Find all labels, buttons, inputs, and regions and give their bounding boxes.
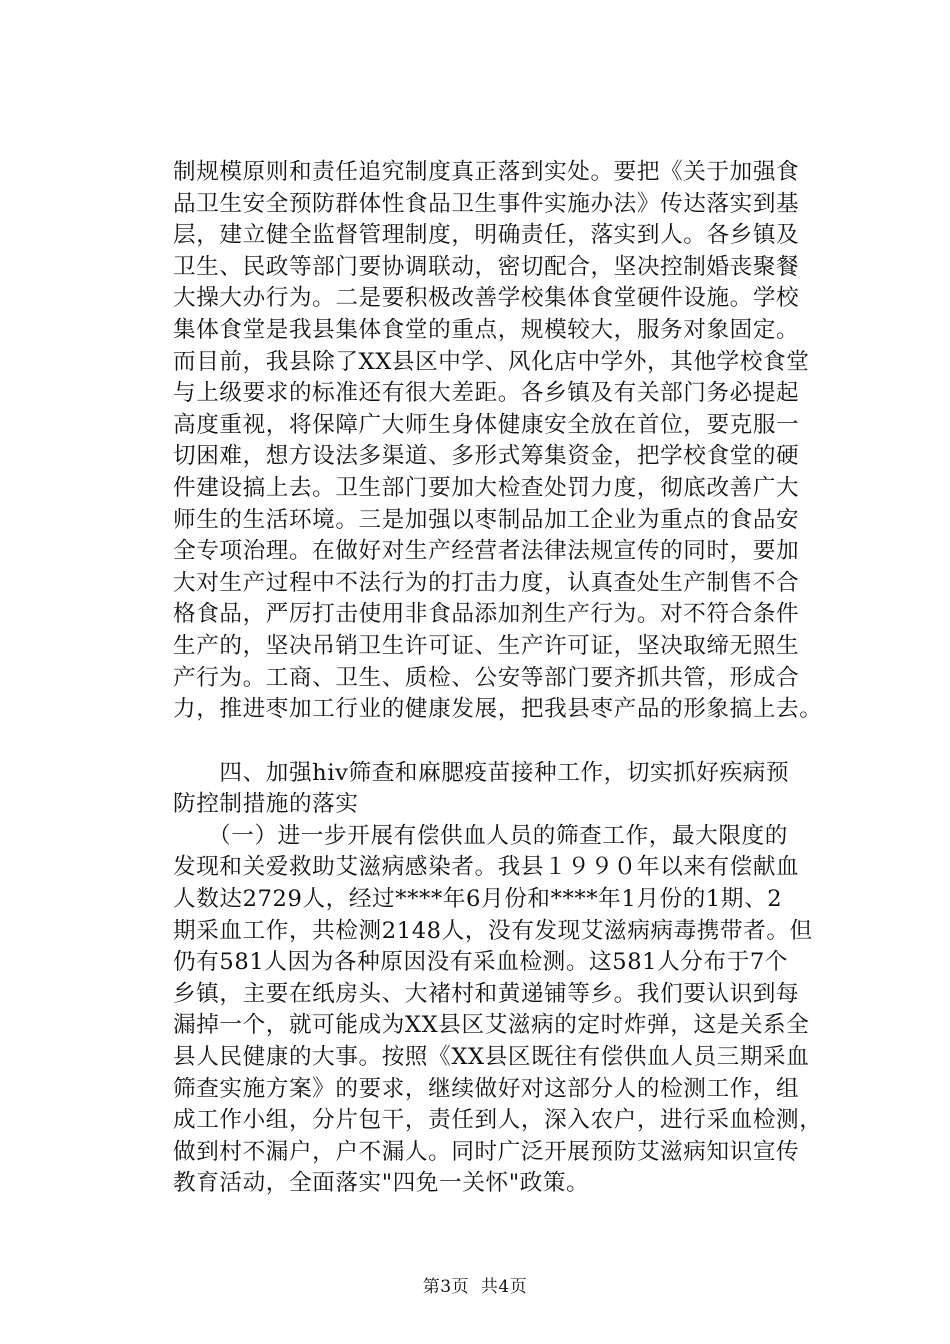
- text-line: 大操大办行为。二是要积极改善学校集体食堂硬件设施。学校: [173, 285, 800, 312]
- text-line: 县人民健康的大事。按照《XX县区既往有偿供血人员三期采血: [173, 1044, 810, 1071]
- text-line: 与上级要求的标准还有很大差距。各乡镇及有关部门务必提起: [173, 380, 800, 407]
- page-footer: [0, 1276, 950, 1298]
- text-line: 全专项治理。在做好对生产经营者法律法规宣传的同时，要加: [173, 538, 800, 565]
- text-line: 品卫生安全预防群体性食品卫生事件实施办法》传达落实到基: [173, 190, 800, 217]
- text-line: 件建设搞上去。卫生部门要加大检查处罚力度，彻底改善广大: [173, 474, 800, 501]
- text-line: 集体食堂是我县集体食堂的重点，规模较大，服务对象固定。: [173, 316, 800, 343]
- text-line: 制规模原则和责任追究制度真正落到实处。要把《关于加强食: [173, 159, 800, 185]
- text-line: 格食品，严厉打击使用非食品添加剂生产行为。对不符合条件: [173, 601, 800, 628]
- document-body: [173, 157, 853, 1200]
- text-line: 乡镇，主要在纸房头、大褚村和黄递铺等乡。我们要认识到每: [173, 980, 800, 1007]
- text-line: 教育活动，全面落实"四免一关怀"政策。: [173, 1170, 590, 1197]
- text-line: 切困难，想方设法多渠道、多形式筹集资金，把学校食堂的硬: [173, 443, 800, 470]
- text-line: 大对生产过程中不法行为的打击力度，认真查处生产制售不合: [173, 569, 800, 596]
- text-line: 仍有581人因为各种原因没有采血检测。这581人分布于7个: [173, 949, 789, 976]
- text-line: 力，推进枣加工行业的健康发展，把我县枣产品的形象搞上去。: [173, 696, 823, 723]
- text-line: 筛查实施方案》的要求，继续做好对这部分人的检测工作，组: [173, 1075, 800, 1102]
- text-line: 师生的生活环境。三是加强以枣制品加工企业为重点的食品安: [173, 506, 800, 533]
- text-line: 人数达2729人，经过****年6月份和****年1月份的1期、2: [173, 886, 783, 913]
- paragraph-hiv-screening: [173, 821, 853, 1200]
- text-line: 做到村不漏户，户不漏人。同时广泛开展预防艾滋病知识宣传: [173, 1138, 800, 1165]
- text-line: 发现和关爱救助艾滋病感染者。我县１９９０年以来有偿献血: [173, 854, 800, 881]
- text-line: 成工作小组，分片包干，责任到人，深入农户，进行采血检测，: [173, 1107, 823, 1134]
- text-line: 卫生、民政等部门要协调联动，密切配合，坚决控制婚丧聚餐: [173, 253, 800, 280]
- text-line: 层，建立健全监督管理制度，明确责任，落实到人。各乡镇及: [173, 222, 800, 249]
- paragraph-food-safety: [173, 157, 853, 726]
- page-number-label: 第3页 共4页: [422, 1277, 528, 1297]
- text-line: 期采血工作，共检测2148人，没有发现艾滋病病毒携带者。但: [173, 917, 813, 944]
- text-line: （一）进一步开展有偿供血人员的筛查工作，最大限度的: [173, 822, 788, 849]
- text-line: 生产的，坚决吊销卫生许可证、生产许可证，坚决取缔无照生: [173, 632, 800, 659]
- heading-line: 防控制措施的落实: [173, 791, 359, 818]
- section-heading-four: [173, 758, 853, 821]
- heading-line: 四、加强hiv筛查和麻腮疫苗接种工作，切实抓好疾病预: [173, 759, 790, 786]
- text-line: 产行为。工商、卫生、质检、公安等部门要齐抓共管，形成合: [173, 664, 800, 691]
- text-line: 漏掉一个，就可能成为XX县区艾滋病的定时炸弹，这是关系全: [173, 1012, 810, 1039]
- text-line: 而目前，我县除了XX县区中学、风化店中学外，其他学校食堂: [173, 348, 810, 375]
- text-line: 高度重视，将保障广大师生身体健康安全放在首位，要克服一: [173, 411, 800, 438]
